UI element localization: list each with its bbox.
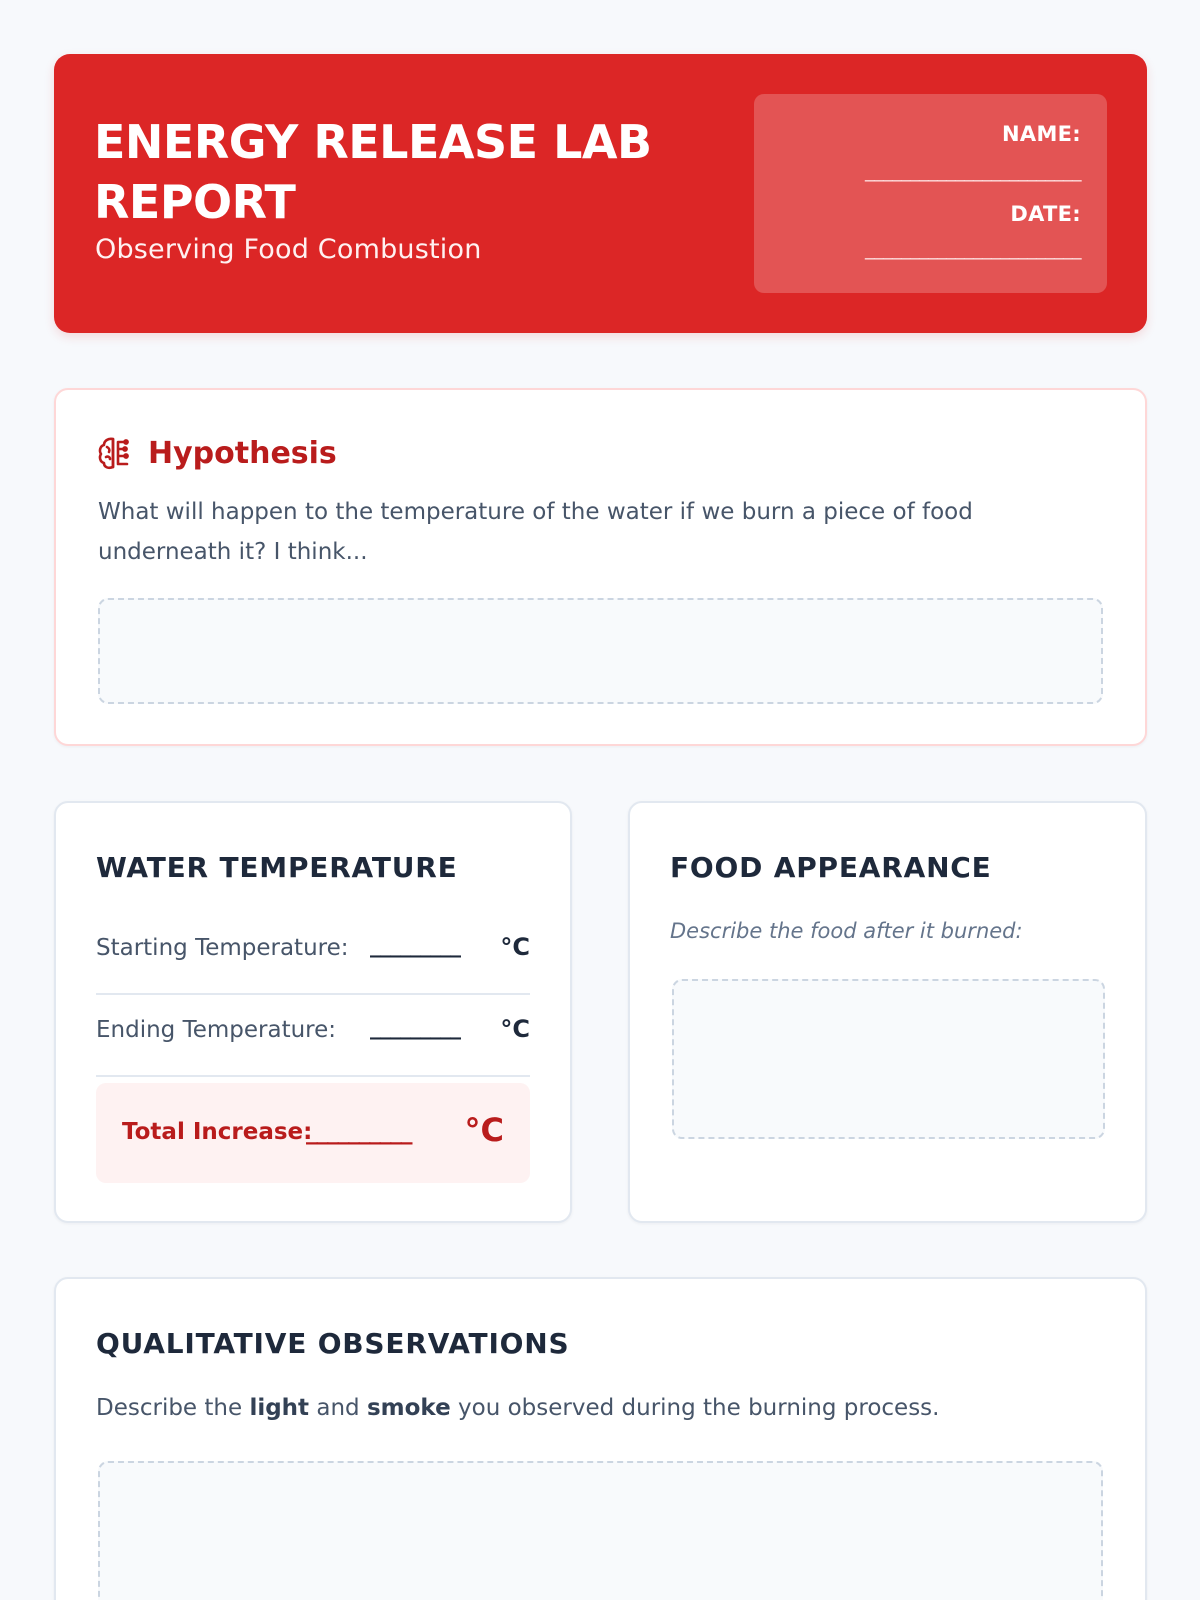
hypothesis-title: Hypothesis — [148, 435, 337, 471]
water-temperature-title: WATER TEMPERATURE — [96, 851, 458, 884]
report-subtitle: Observing Food Combustion — [95, 234, 482, 265]
starting-temperature-field[interactable]: _________ — [370, 933, 460, 958]
qualitative-text-middle: and — [309, 1395, 367, 1421]
qualitative-text-after: you observed during the burning process. — [450, 1395, 940, 1421]
qualitative-bold-light: light — [249, 1395, 310, 1421]
starting-temperature-row — [96, 915, 530, 995]
food-appearance-title: FOOD APPEARANCE — [670, 851, 992, 884]
hypothesis-answer-box[interactable] — [98, 598, 1103, 704]
food-appearance-answer-box[interactable] — [672, 979, 1105, 1139]
starting-temperature-label: Starting Temperature: — [96, 935, 349, 961]
ending-temperature-row — [96, 997, 530, 1077]
hypothesis-prompt: What will happen to the temperature of the water if we burn a piece of food underneath it? I think... — [98, 499, 973, 565]
food-appearance-prompt: Describe the food after it burned: — [670, 919, 1023, 943]
student-info-box — [754, 94, 1107, 293]
brain-icon — [96, 434, 134, 472]
water-temperature-card — [54, 801, 572, 1223]
qualitative-observations-title: QUALITATIVE OBSERVATIONS — [96, 1327, 570, 1360]
total-increase-label: Total Increase: — [122, 1119, 313, 1145]
total-increase-unit: °C — [464, 1111, 504, 1149]
qualitative-observations-prompt — [96, 1395, 939, 1421]
qualitative-observations-answer-box[interactable] — [98, 1461, 1103, 1600]
qualitative-observations-card — [54, 1277, 1147, 1600]
hypothesis-heading — [96, 434, 337, 472]
date-label: DATE: — [1010, 202, 1081, 226]
ending-temperature-field[interactable]: _________ — [370, 1015, 460, 1040]
report-header — [54, 54, 1147, 333]
starting-temperature-unit: °C — [500, 933, 530, 961]
qualitative-text-before: Describe the — [96, 1395, 250, 1421]
food-appearance-card — [628, 801, 1147, 1223]
total-increase-box — [96, 1083, 530, 1183]
qualitative-bold-smoke: smoke — [366, 1395, 451, 1421]
total-increase-field[interactable]: __________ — [306, 1117, 411, 1145]
ending-temperature-label: Ending Temperature: — [96, 1017, 337, 1043]
ending-temperature-unit: °C — [500, 1015, 530, 1043]
report-title: ENERGY RELEASE LAB REPORT — [94, 115, 652, 229]
date-field[interactable]: ________________________ — [865, 238, 1081, 260]
hypothesis-card — [54, 388, 1147, 746]
name-label: NAME: — [1002, 122, 1081, 146]
name-field[interactable]: ________________________ — [865, 160, 1081, 182]
